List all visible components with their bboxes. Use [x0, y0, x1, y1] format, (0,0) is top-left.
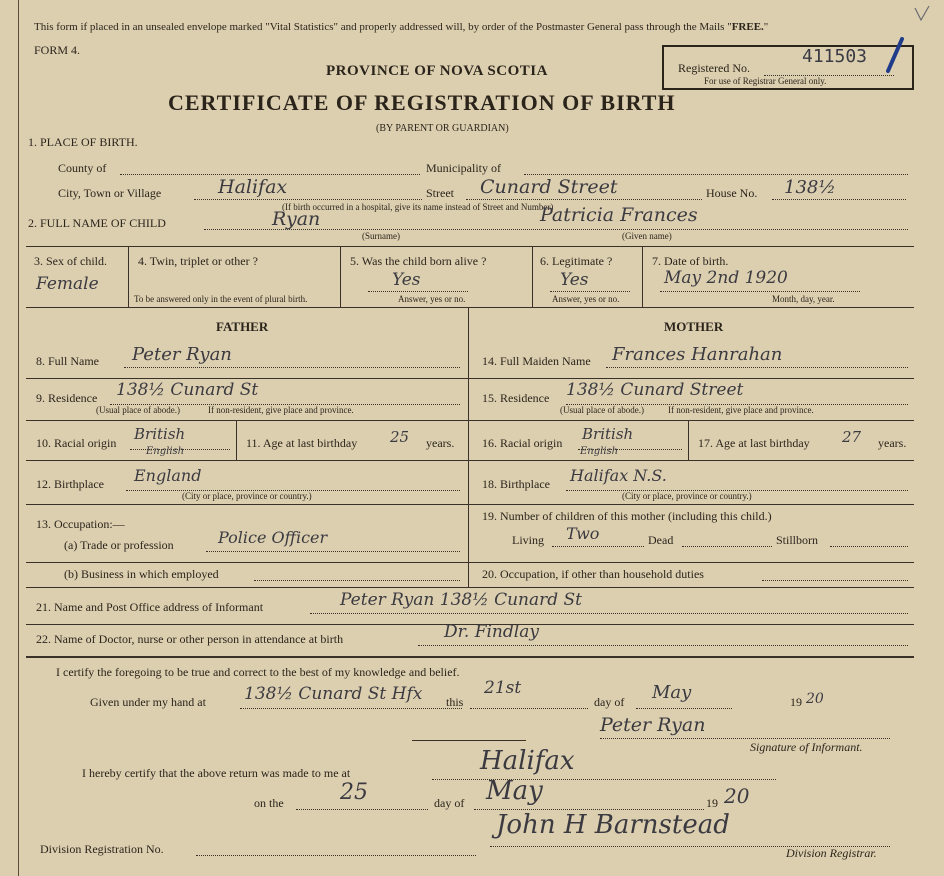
father-race-sub: English — [146, 446, 185, 457]
registrar-month-value: May — [486, 776, 543, 806]
division-registrar-label: Division Registrar. — [786, 846, 877, 860]
street-value: Cunard Street — [480, 176, 618, 198]
date-note: Month, day, year. — [772, 294, 835, 304]
registered-label: Registered No. — [678, 61, 750, 75]
father-race-label: 10. Racial origin — [36, 436, 117, 450]
given-name-note: (Given name) — [622, 231, 672, 241]
registrar-day-value: 25 — [340, 780, 368, 805]
street-label: Street — [426, 186, 454, 200]
certify-year-value: 20 — [806, 691, 824, 707]
mother-children-label: 19. Number of children of this mother (including this child.) — [482, 509, 772, 523]
certify-text: I certify the foregoing to be true and correct to the best of my knowledge and belief. — [56, 665, 460, 679]
mother-birthplace-note: (City or place, province or country.) — [622, 491, 752, 501]
this-label: this — [446, 695, 464, 709]
registered-number: 411503 — [802, 46, 868, 67]
father-name-value: Peter Ryan — [132, 344, 232, 365]
twin-label: 4. Twin, triplet or other ? — [138, 254, 258, 268]
living-value: Two — [566, 524, 600, 543]
alive-note: Answer, yes or no. — [398, 294, 466, 304]
certify-month-value: May — [652, 682, 692, 703]
mother-heading: MOTHER — [664, 319, 724, 334]
stillborn-label: Stillborn — [776, 533, 819, 547]
form-number: FORM 4. — [34, 43, 81, 57]
doctor-label: 22. Name of Doctor, nurse or other person in attendance at birth — [36, 632, 344, 646]
legitimate-label: 6. Legitimate ? — [540, 254, 613, 268]
twin-note: To be answered only in the event of plural birth. — [134, 294, 308, 304]
surname-note: (Surname) — [362, 231, 400, 241]
father-residence-label: 9. Residence — [36, 391, 98, 405]
date-of-birth-label: 7. Date of birth. — [652, 254, 729, 268]
father-trade-label: (a) Trade or profession — [64, 538, 174, 552]
hospital-note: (If birth occurred in a hospital, give its name instead of Street and Number) — [282, 202, 554, 212]
mother-race-label: 16. Racial origin — [482, 436, 563, 450]
registrar-year-print: 19 — [706, 796, 718, 810]
certify-day-label: day of — [594, 695, 625, 709]
father-age-label: 11. Age at last birthday — [246, 436, 358, 450]
mother-name-value: Frances Hanrahan — [612, 344, 783, 365]
mother-birthplace-value: Halifax N.S. — [570, 466, 667, 485]
father-heading: FATHER — [216, 319, 269, 334]
mother-name-label: 14. Full Maiden Name — [482, 354, 591, 368]
legitimate-value: Yes — [560, 270, 589, 290]
child-name-label: 2. FULL NAME OF CHILD — [28, 216, 166, 230]
mother-residence-note-b: If non-resident, give place and province. — [668, 405, 814, 415]
mother-age-value: 27 — [842, 428, 862, 446]
legitimate-note: Answer, yes or no. — [552, 294, 620, 304]
mother-residence-label: 15. Residence — [482, 391, 550, 405]
page-subtitle: (BY PARENT OR GUARDIAN) — [376, 123, 509, 134]
father-birthplace-note: (City or place, province or country.) — [182, 491, 312, 501]
alive-value: Yes — [392, 270, 421, 290]
registrar-day-label: day of — [434, 796, 465, 810]
left-margin-rule — [18, 0, 19, 876]
postal-notice: This form if placed in an unsealed envelope marked "Vital Statistics" and properly addressed will, by order of the Postmaster General pass through the Mails "FREE." — [34, 21, 769, 33]
house-value: 138½ — [784, 177, 836, 198]
date-of-birth-value: May 2nd 1920 — [664, 268, 788, 288]
dead-label: Dead — [648, 533, 674, 547]
father-trade-value: Police Officer — [218, 528, 328, 547]
informant-value: Peter Ryan 138½ Cunard St — [340, 590, 583, 610]
informant-signature-label: Signature of Informant. — [750, 740, 863, 754]
registered-note: For use of Registrar General only. — [704, 76, 827, 86]
place-of-birth-heading: 1. PLACE OF BIRTH. — [28, 135, 138, 149]
parents-divider — [468, 307, 469, 587]
house-label: House No. — [706, 186, 758, 200]
pencil-check-icon — [912, 4, 932, 26]
father-residence-value: 138½ Cunard St — [116, 380, 259, 400]
registrar-signature: John H Barnstead — [496, 810, 730, 840]
mother-age-label: 17. Age at last birthday — [698, 436, 810, 450]
informant-label: 21. Name and Post Office address of Informant — [36, 600, 264, 614]
father-race-value: British — [134, 425, 186, 443]
division-registration-label: Division Registration No. — [40, 842, 164, 856]
alive-label: 5. Was the child born alive ? — [350, 254, 487, 268]
father-age-unit: years. — [426, 436, 455, 450]
child-given-name: Patricia Frances — [540, 204, 698, 226]
registrar-year-value: 20 — [724, 784, 750, 808]
page-title: CERTIFICATE OF REGISTRATION OF BIRTH — [168, 90, 676, 115]
county-label: County of — [58, 161, 107, 175]
mother-age-unit: years. — [878, 436, 907, 450]
father-birthplace-value: England — [134, 466, 202, 485]
mother-occupation-label: 20. Occupation, if other than household duties — [482, 567, 704, 581]
mother-birthplace-label: 18. Birthplace — [482, 477, 550, 491]
father-occupation-label: 13. Occupation:— — [36, 517, 125, 531]
doctor-value: Dr. Findlay — [444, 622, 539, 642]
sex-value: Female — [36, 274, 99, 294]
city-label: City, Town or Village — [58, 186, 162, 200]
registrar-place-value: Halifax — [480, 746, 575, 776]
father-birthplace-label: 12. Birthplace — [36, 477, 104, 491]
certify-year-print: 19 — [790, 695, 802, 709]
registrar-on-label: on the — [254, 796, 284, 810]
blue-check-mark-icon — [880, 35, 920, 75]
father-name-label: 8. Full Name — [36, 354, 99, 368]
mother-residence-value: 138½ Cunard Street — [566, 380, 744, 400]
mother-race-value: British — [582, 425, 634, 443]
living-label: Living — [512, 533, 544, 547]
informant-signature: Peter Ryan — [600, 714, 706, 736]
province-heading: PROVINCE OF NOVA SCOTIA — [326, 63, 548, 79]
certify-day-value: 21st — [484, 678, 522, 698]
father-residence-note-a: (Usual place of abode.) — [96, 405, 180, 415]
mother-race-sub: English — [580, 446, 619, 457]
municipality-label: Municipality of — [426, 161, 501, 175]
registrar-text: I hereby certify that the above return was made to me at — [82, 766, 351, 780]
father-age-value: 25 — [390, 428, 410, 446]
given-label: Given under my hand at — [90, 695, 206, 709]
father-business-label: (b) Business in which employed — [64, 567, 219, 581]
father-residence-note-b: If non-resident, give place and province. — [208, 405, 354, 415]
mother-residence-note-a: (Usual place of abode.) — [560, 405, 644, 415]
given-value: 138½ Cunard St Hfx — [244, 684, 423, 704]
sex-label: 3. Sex of child. — [34, 254, 107, 268]
city-value: Halifax — [218, 176, 288, 198]
child-surname: Ryan — [272, 208, 321, 230]
